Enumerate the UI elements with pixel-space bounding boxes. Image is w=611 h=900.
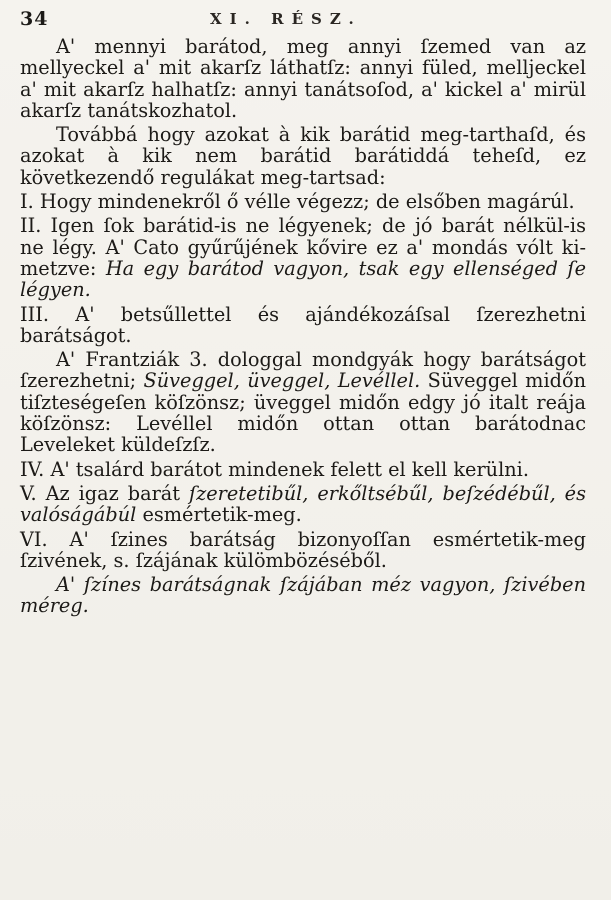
body-text — [20, 36, 586, 617]
paragraph-1-text: A' mennyi barátod, meg annyi ſzemed van az mellyeckel a' mit akarſz láthatſz: annyi füled, melljeckel a' mit akarſz halhatſz: annyi tanátsoſod, a' kickel a' mirül akarſz tanátskozhatol. — [20, 35, 586, 122]
paragraph-french-italic: Süveggel, üveggel, Levéllel. — [143, 369, 421, 393]
rule-2-motto: Ha egy barátod vagyon, tsak egy ellenséged ſe légyen. — [20, 256, 586, 302]
running-head: XI. RÉSZ. — [210, 10, 362, 28]
rule-5-italic: ſzeretetibűl, erkőltsébűl, beſzédébűl, és valóságábúl — [20, 481, 586, 527]
paragraph-french-text: A' Frantziák 3. dologgal mondgyák hogy barátságot ſzerezhetni; — [20, 348, 586, 393]
rule-3-text: A' betsűllettel és ajándékozáſsal ſzerezhetni barátságot. — [20, 302, 587, 347]
rule-1-text: Hogy mindenekről ő vélle végezz; de elsőben magárúl. — [39, 190, 575, 214]
rule-6-text: A' ſzines barátság bizonyoſſan esmértetik-meg ſzivének, s. ſzájának külömbözéséből. — [20, 527, 586, 572]
page-number: 34 — [20, 8, 49, 30]
rule-1 — [20, 191, 586, 212]
rule-3-number: III. — [20, 302, 49, 326]
rule-2 — [20, 215, 586, 300]
rule-1-number: I. — [20, 190, 34, 214]
closing-proverb — [20, 574, 586, 617]
paragraph-french-text-after: Süveggel midőn tiſzteségeſen köſzönsz; üveggel midőn edgy jó italt reája köſzönsz: Levéllel midőn ottan ottan barátodnac Leveleket küldeſzſz. — [20, 369, 586, 457]
closing-proverb-text: A' ſzínes barátságnak ſzájában méz vagyon, ſzivében méreg. — [20, 573, 586, 618]
rule-6 — [20, 529, 586, 572]
rule-2-number: II. — [20, 214, 42, 238]
paragraph-1 — [20, 36, 586, 121]
rule-2-text: Igen ſok barátid-is ne légyenek; de jó barát nélkül-is ne légy. A' Cato gyűrűjének kővire ez a' mondás vólt ki-metzve: — [20, 214, 586, 280]
rule-5-number: V. — [20, 481, 37, 505]
paragraph-french — [20, 349, 586, 455]
rule-6-number: VI. — [20, 527, 48, 551]
paragraph-2 — [20, 124, 586, 188]
rule-5 — [20, 483, 586, 526]
rule-4-number: IV. — [20, 457, 45, 481]
rule-4-text: A' tsalárd barátot mindenek felett el kell kerülni. — [50, 457, 529, 481]
rule-4 — [20, 459, 586, 480]
rule-5-text: Az igaz barát — [45, 481, 181, 505]
page-header — [0, 4, 611, 34]
rule-5-text-after: esmértetik-meg. — [142, 503, 302, 527]
paragraph-2-text: Továbbá hogy azokat à kik barátid meg-tarthaſd, és azokat à kik nem barátid barátiddá teheſd, ez következendő regulákat meg-tartsad: — [20, 123, 586, 189]
rule-3 — [20, 304, 586, 347]
